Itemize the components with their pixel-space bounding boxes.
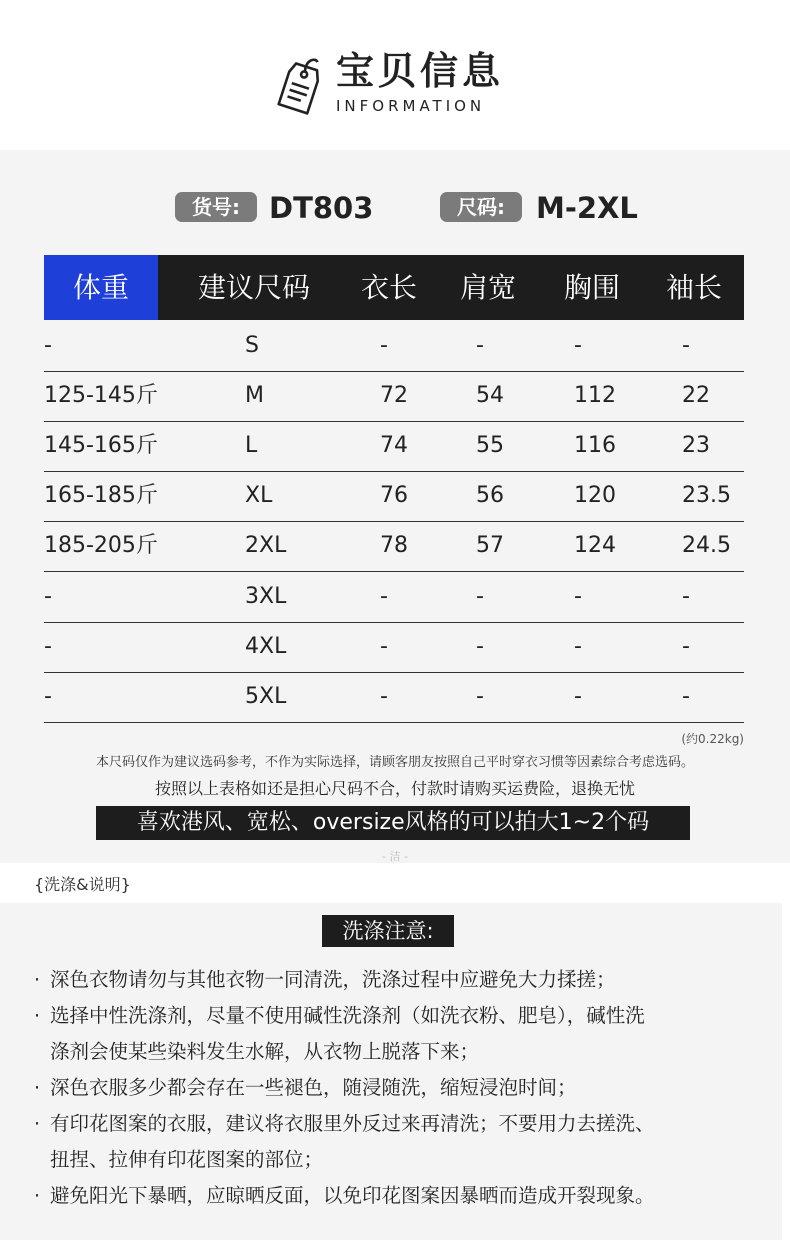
wash-item: 选择中性洗涤剂，尽量不使用碱性洗涤剂（如洗衣粉、肥皂），碱性洗 (50, 1004, 645, 1027)
cell-chest: 120 (574, 483, 616, 508)
cell-shoulder: 56 (476, 483, 504, 508)
cell-size: 5XL (245, 684, 287, 709)
cell-size: XL (245, 483, 273, 508)
header-weight: 体重 (44, 255, 158, 320)
cell-size: S (245, 333, 259, 358)
header (0, 0, 790, 150)
header-shoulder: 肩宽 (460, 271, 517, 304)
cell-sleeve: - (682, 684, 690, 709)
cell-length: 72 (380, 383, 408, 408)
cell-chest: - (574, 684, 582, 709)
fit-banner: 喜欢港风、宽松、oversize风格的可以拍大1~2个码 (96, 806, 690, 840)
cell-sleeve: 23.5 (682, 483, 731, 508)
table-row (44, 672, 744, 723)
cell-sleeve: - (682, 584, 690, 609)
cell-length: 76 (380, 483, 408, 508)
page-subtitle: INFORMATION (336, 97, 486, 115)
wash-section-label: {洗涤&说明} (34, 875, 131, 894)
size-range-value: M-2XL (536, 191, 638, 225)
bullet-dot: · (34, 1185, 41, 1207)
cell-length: - (380, 333, 388, 358)
table-row (44, 521, 744, 572)
bullet-dot: · (34, 969, 41, 991)
size-label: 尺码: (440, 192, 522, 222)
wash-item-continued: 涤剂会使某些染料发生水解，从衣物上脱落下来； (50, 1040, 480, 1063)
cell-weight: 145-165斤 (44, 433, 158, 458)
wash-item: 避免阳光下暴晒，应晾晒反面，以免印花图案因暴晒而造成开裂现象。 (50, 1184, 655, 1207)
cell-length: - (380, 684, 388, 709)
cell-size: M (245, 383, 264, 408)
cell-shoulder: 54 (476, 383, 504, 408)
header-sleeve: 袖长 (666, 271, 723, 304)
page-title: 宝贝信息 (336, 49, 505, 93)
cell-chest: - (574, 584, 582, 609)
cell-size: 4XL (245, 634, 287, 659)
cell-sleeve: 22 (682, 383, 710, 408)
cell-size: 2XL (245, 533, 287, 558)
size-table-header (44, 255, 744, 320)
wash-item: 深色衣服多少都会存在一些褪色，随浸随洗，缩短浸泡时间； (50, 1076, 577, 1099)
cell-chest: 116 (574, 433, 616, 458)
item-no-label: 货号: (175, 192, 257, 222)
cell-shoulder: - (476, 333, 484, 358)
cell-sleeve: 24.5 (682, 533, 731, 558)
header-chest: 胸围 (564, 271, 621, 304)
table-row (44, 321, 744, 372)
cell-length: 74 (380, 433, 408, 458)
cell-chest: 112 (574, 383, 616, 408)
cell-weight: - (44, 684, 52, 709)
table-row (44, 421, 744, 472)
cell-chest: 124 (574, 533, 616, 558)
cell-length: - (380, 584, 388, 609)
section-divider: - 洁 - (382, 850, 408, 863)
header-length: 衣长 (361, 271, 418, 304)
table-row (44, 471, 744, 522)
cell-length: - (380, 634, 388, 659)
cell-size: L (245, 433, 258, 458)
size-disclaimer: 本尺码仅作为建议选码参考，不作为实际选择，请顾客朋友按照自己平时穿衣习惯等因素综合考虑选码。 (95, 755, 694, 770)
cell-shoulder: - (476, 684, 484, 709)
cell-sleeve: - (682, 634, 690, 659)
wash-item: 深色衣物请勿与其他衣物一同清洗，洗涤过程中应避免大力揉搓； (50, 968, 616, 991)
cell-chest: - (574, 333, 582, 358)
wash-item-continued: 扭捏、拉伸有印花图案的部位； (50, 1148, 324, 1171)
bullet-dot: · (34, 1005, 41, 1027)
cell-weight: - (44, 333, 52, 358)
item-no-value: DT803 (269, 191, 374, 225)
price-tag-icon (276, 52, 326, 116)
cell-shoulder: - (476, 634, 484, 659)
cell-length: 78 (380, 533, 408, 558)
cell-shoulder: 57 (476, 533, 504, 558)
cell-weight: 185-205斤 (44, 533, 158, 558)
cell-weight: 165-185斤 (44, 483, 158, 508)
bullet-dot: · (34, 1113, 41, 1135)
wash-item: 有印花图案的衣服，建议将衣服里外反过来再清洗；不要用力去搓洗、 (50, 1112, 655, 1135)
table-row (44, 622, 744, 673)
table-row (44, 371, 744, 422)
cell-sleeve: - (682, 333, 690, 358)
header-suggested-size: 建议尺码 (198, 271, 311, 304)
unit-note: (约0.22kg) (681, 732, 744, 746)
cell-shoulder: 55 (476, 433, 504, 458)
wash-title: 洗涤注意: (322, 915, 454, 947)
bullet-dot: · (34, 1077, 41, 1099)
cell-shoulder: - (476, 584, 484, 609)
cell-weight: 125-145斤 (44, 383, 158, 408)
cell-sleeve: 23 (682, 433, 710, 458)
cell-weight: - (44, 634, 52, 659)
cell-weight: - (44, 584, 52, 609)
cell-chest: - (574, 634, 582, 659)
shipping-insurance-note: 按照以上表格如还是担心尺码不合，付款时请购买运费险，退换无忧 (154, 779, 635, 798)
table-row (44, 572, 744, 623)
cell-size: 3XL (245, 584, 287, 609)
